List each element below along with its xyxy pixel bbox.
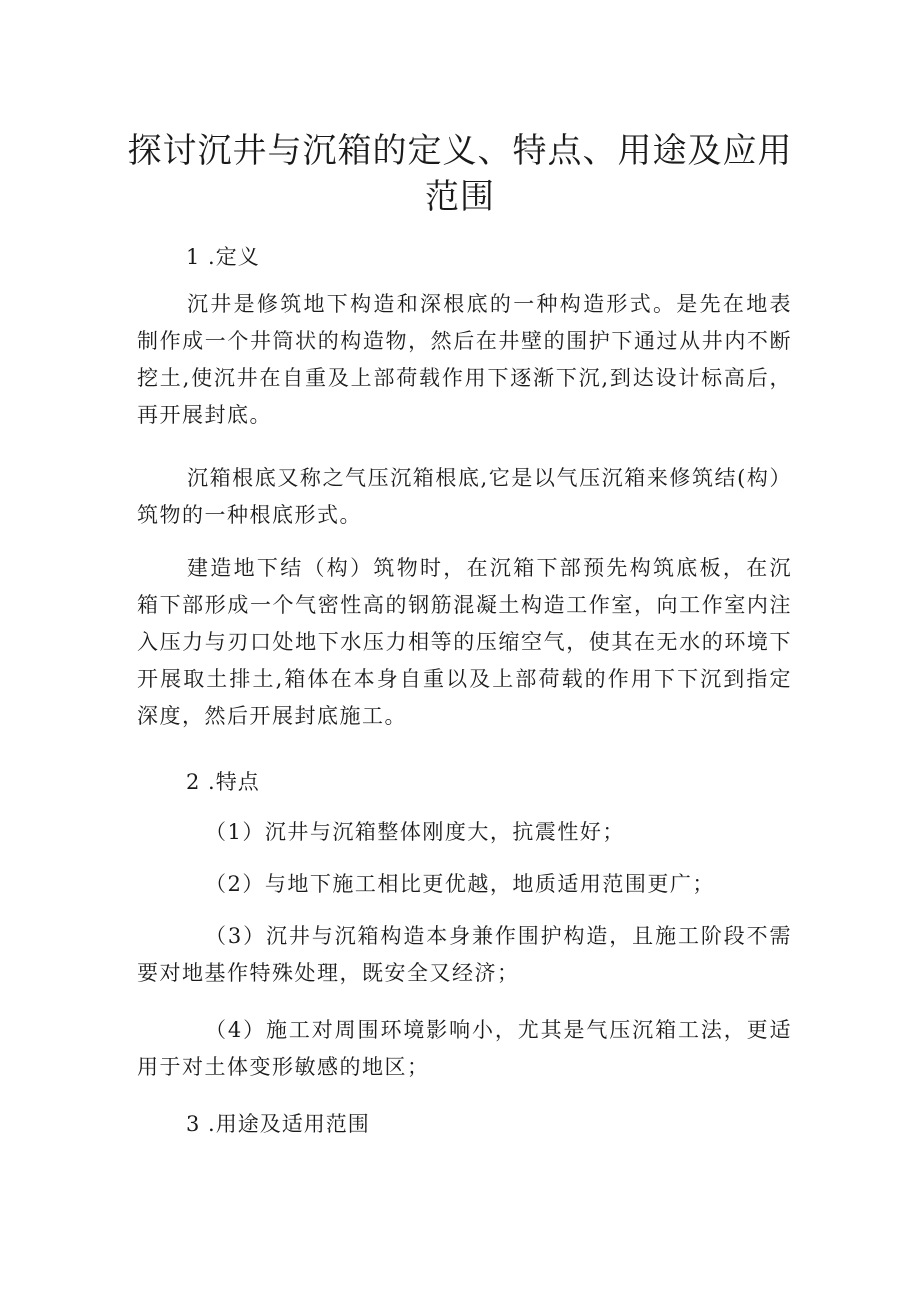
paragraph-pneumatic-caisson-definition: 沉箱根底又称之气压沉箱根底,它是以气压沉箱来修筑结(构）筑物的一种根底形式。 <box>137 466 792 527</box>
section-heading-features: 2 .特点 <box>186 770 260 794</box>
title-line-1: 探讨沉井与沉箱的定义、特点、用途及应用 <box>127 131 793 171</box>
document-title <box>120 128 800 220</box>
feature-item-3: （3）沉井与沉箱构造本身兼作围护构造，且施工阶段不需要对地基作特殊处理，既安全又经济； <box>137 924 792 985</box>
paragraph-pneumatic-caisson-construction: 建造地下结（构）筑物时，在沉箱下部预先构筑底板，在沉箱下部形成一个气密性高的钢筋混凝土构造工作室，向工作室内注入压力与刃口处地下水压力相等的压缩空气，使其在无水的环境下开展取土排土,箱体在本身自重以及上部荷载的作用下下沉到指定深度，然后开展封底施工。 <box>137 556 792 728</box>
feature-item-4: （4）施工对周围环境影响小，尤其是气压沉箱工法，更适用于对土体变形敏感的地区； <box>137 1018 792 1079</box>
title-line-2: 范围 <box>425 177 495 217</box>
section-heading-applications: 3 .用途及适用范围 <box>186 1112 370 1136</box>
feature-item-1: （1）沉井与沉箱整体刚度大，抗震性好； <box>205 820 625 844</box>
paragraph-caisson-definition: 沉井是修筑地下构造和深根底的一种构造形式。是先在地表制作成一个井筒状的构造物，然后在井壁的围护下通过从井内不断挖土,使沉井在自重及上部荷载作用下逐渐下沉,到达设计标高后，再开展封底。 <box>137 292 792 427</box>
section-heading-definition: 1 .定义 <box>186 245 260 269</box>
feature-item-2: （2）与地下施工相比更优越，地质适用范围更广； <box>205 872 715 896</box>
